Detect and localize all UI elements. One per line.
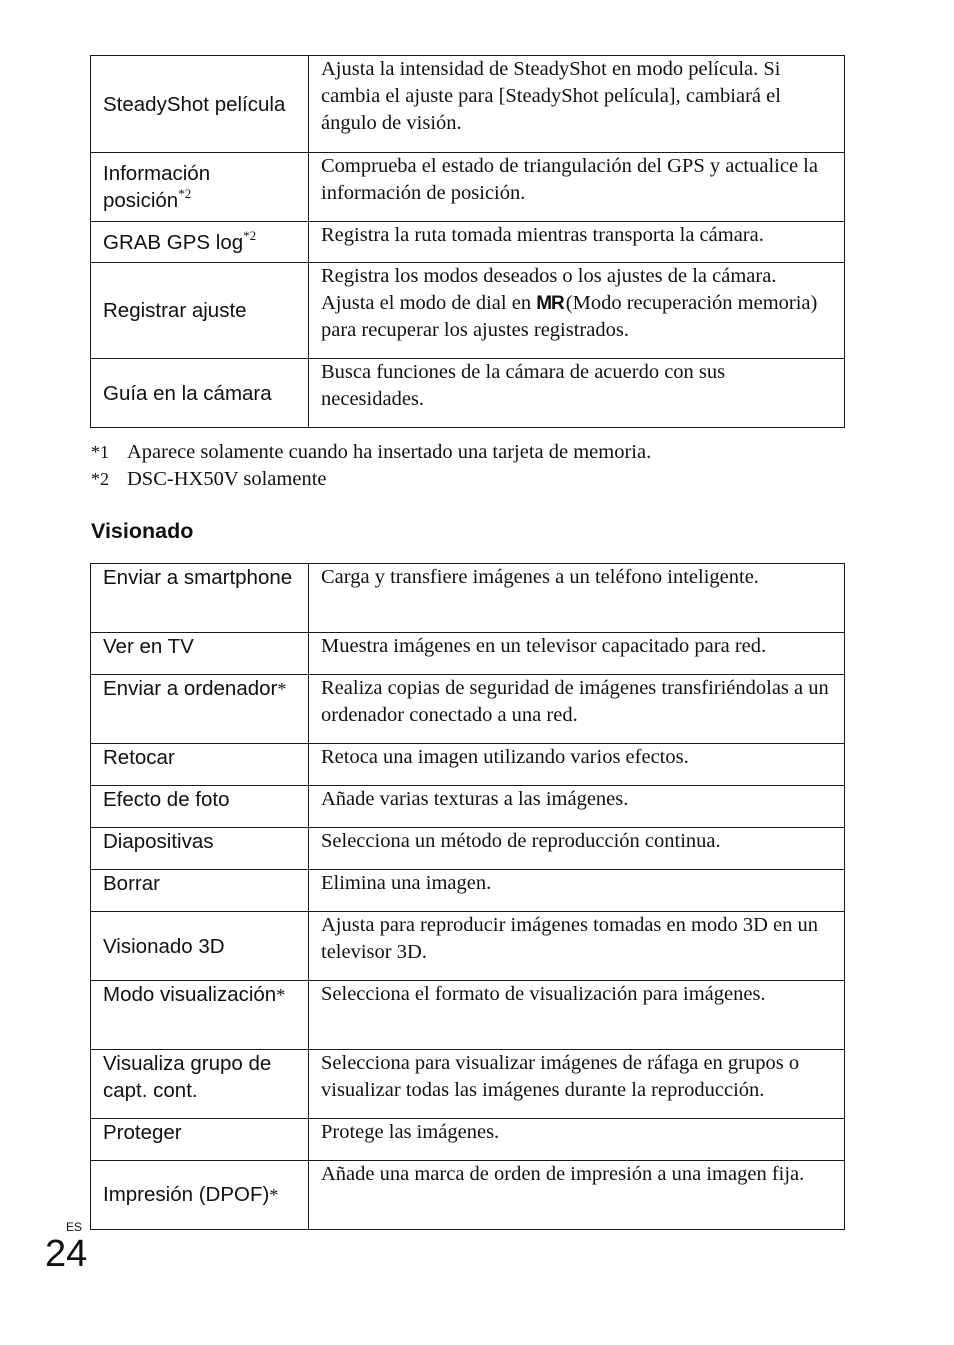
footnote bbox=[91, 439, 651, 466]
footnote-text: Aparece solamente cuando ha insertado una tarjeta de memoria. bbox=[127, 441, 652, 463]
footnote-ref: * bbox=[277, 679, 287, 699]
table-row bbox=[91, 912, 845, 981]
footnote-mark: *2 bbox=[91, 469, 109, 489]
footnotes bbox=[91, 439, 651, 493]
setting-term-label: GRAB GPS log bbox=[103, 230, 244, 254]
footnote-text: DSC-HX50V solamente bbox=[127, 468, 327, 490]
viewing-term: Enviar a smartphone bbox=[91, 564, 309, 633]
table-row bbox=[91, 870, 845, 912]
table-row bbox=[91, 359, 845, 428]
table-row bbox=[91, 1050, 845, 1119]
setting-term: Guía en la cámara bbox=[91, 359, 309, 428]
viewing-term: Visualiza grupo de capt. cont. bbox=[91, 1050, 309, 1119]
viewing-term: Borrar bbox=[91, 870, 309, 912]
viewing-term: Proteger bbox=[91, 1119, 309, 1161]
setting-description bbox=[309, 263, 845, 359]
table-row bbox=[91, 786, 845, 828]
viewing-term: Retocar bbox=[91, 744, 309, 786]
footnote bbox=[91, 466, 651, 493]
table-row bbox=[91, 828, 845, 870]
viewing-table bbox=[90, 563, 845, 1230]
setting-term-label: Información posición bbox=[103, 162, 211, 212]
viewing-description: Carga y transfiere imágenes a un teléfono inteligente. bbox=[309, 564, 845, 633]
setting-description-text: Registra los modos deseados o los ajustes de la cámara. Ajusta el modo de dial en bbox=[321, 265, 777, 314]
language-tag: ES bbox=[66, 1220, 83, 1234]
table-row bbox=[91, 675, 845, 744]
setting-description: Ajusta la intensidad de SteadyShot en modo película. Si cambia el ajuste para [SteadyShot película], cambiará el ángulo de visión. bbox=[309, 56, 845, 153]
viewing-term: Ver en TV bbox=[91, 633, 309, 675]
viewing-description: Añade una marca de orden de impresión a una imagen fija. bbox=[309, 1161, 845, 1230]
viewing-description: Elimina una imagen. bbox=[309, 870, 845, 912]
table-row bbox=[91, 744, 845, 786]
viewing-description: Selecciona para visualizar imágenes de ráfaga en grupos o visualizar todas las imágenes durante la reproducción. bbox=[309, 1050, 845, 1119]
viewing-term bbox=[91, 1161, 309, 1230]
setting-description: Registra la ruta tomada mientras transporta la cámara. bbox=[309, 222, 845, 263]
table-row bbox=[91, 564, 845, 633]
viewing-term: Efecto de foto bbox=[91, 786, 309, 828]
viewing-term: Visionado 3D bbox=[91, 912, 309, 981]
setting-term bbox=[91, 153, 309, 222]
viewing-description: Retoca una imagen utilizando varios efectos. bbox=[309, 744, 845, 786]
viewing-term: Diapositivas bbox=[91, 828, 309, 870]
footnote-ref: * bbox=[269, 1185, 279, 1205]
footnote-ref: * bbox=[276, 985, 286, 1005]
table-row bbox=[91, 56, 845, 153]
table-row bbox=[91, 633, 845, 675]
viewing-term bbox=[91, 675, 309, 744]
footnote-mark: *1 bbox=[91, 442, 109, 462]
viewing-description: Protege las imágenes. bbox=[309, 1119, 845, 1161]
table-row bbox=[91, 1119, 845, 1161]
table-row bbox=[91, 1161, 845, 1230]
memory-recall-mode-icon: MR bbox=[536, 293, 564, 314]
settings-table bbox=[90, 55, 845, 428]
viewing-description: Añade varias texturas a las imágenes. bbox=[309, 786, 845, 828]
table-row bbox=[91, 153, 845, 222]
page-number: 24 bbox=[45, 1233, 88, 1275]
viewing-term-label: Impresión (DPOF) bbox=[103, 1183, 270, 1206]
viewing-term bbox=[91, 981, 309, 1050]
footnote-ref: *2 bbox=[178, 186, 192, 201]
setting-description-text: (Modo recuperación memoria) para recuperar los ajustes registrados. bbox=[321, 292, 818, 341]
viewing-description: Selecciona un método de reproducción continua. bbox=[309, 828, 845, 870]
setting-term: Registrar ajuste bbox=[91, 263, 309, 359]
viewing-description: Realiza copias de seguridad de imágenes transfiriéndolas a un ordenador conectado a una red. bbox=[309, 675, 845, 744]
table-row bbox=[91, 981, 845, 1050]
viewing-description: Selecciona el formato de visualización para imágenes. bbox=[309, 981, 845, 1050]
table-row bbox=[91, 222, 845, 263]
viewing-description: Muestra imágenes en un televisor capacitado para red. bbox=[309, 633, 845, 675]
setting-term bbox=[91, 222, 309, 263]
setting-term: SteadyShot película bbox=[91, 56, 309, 153]
setting-description: Comprueba el estado de triangulación del GPS y actualice la información de posición. bbox=[309, 153, 845, 222]
section-title: Visionado bbox=[91, 519, 194, 543]
viewing-term-label: Enviar a ordenador bbox=[103, 677, 278, 700]
footnote-ref: *2 bbox=[243, 227, 257, 243]
table-row bbox=[91, 263, 845, 359]
setting-description: Busca funciones de la cámara de acuerdo con sus necesidades. bbox=[309, 359, 845, 428]
viewing-term-label: Modo visualización bbox=[103, 983, 277, 1006]
viewing-description: Ajusta para reproducir imágenes tomadas en modo 3D en un televisor 3D. bbox=[309, 912, 845, 981]
